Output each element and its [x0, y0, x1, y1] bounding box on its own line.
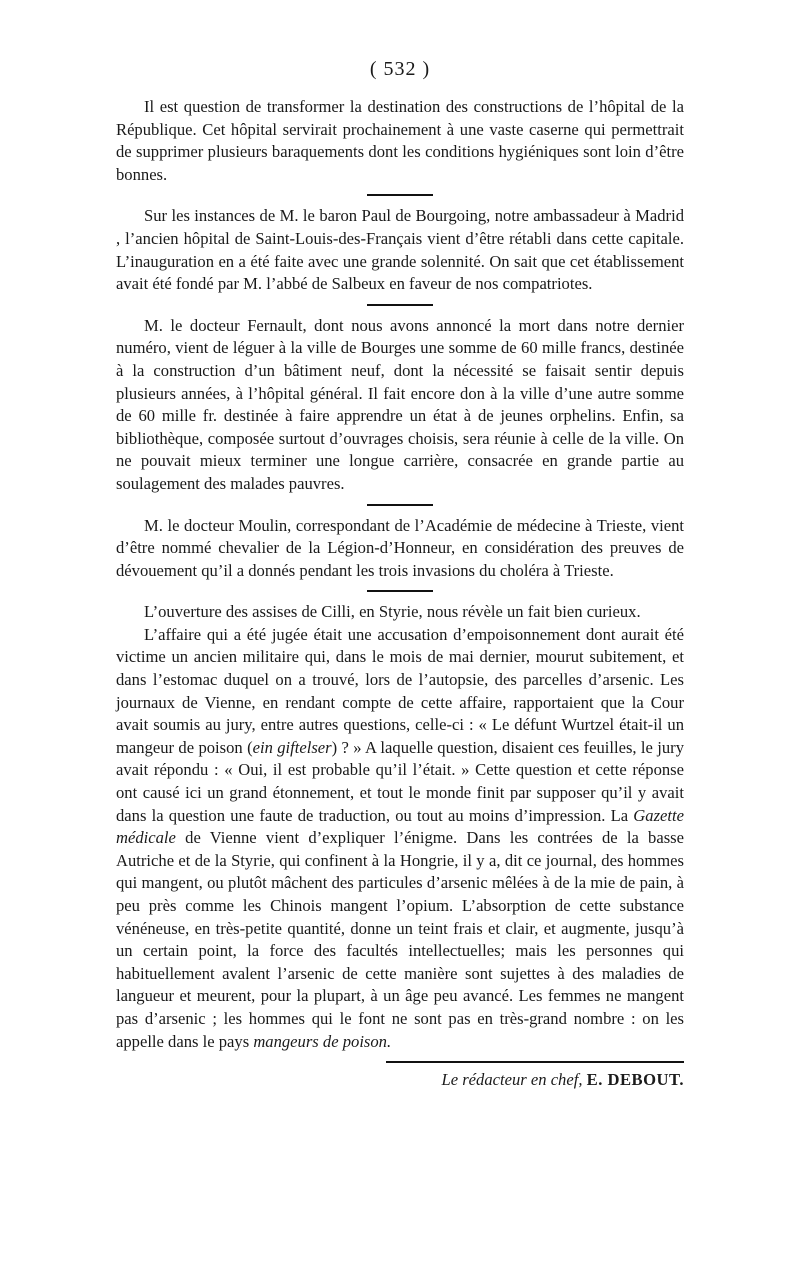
paragraph-arsenic-eaters — [116, 624, 684, 1053]
section-divider — [367, 194, 433, 196]
signature-role: Le rédacteur en chef, — [441, 1070, 583, 1090]
italic-term: ein giftelser — [252, 737, 332, 757]
text-run: L’affaire qui a été jugée était une accusation d’empoisonnement dont aurait été victime un ancien militaire qui, dans le mois de mai dernier, mourut subitement, et dans l’estomac duquel on a trouvé, lors de l’autopsie, des parcelles d’arsenic. Les journaux de Vienne, en rendant compte de cette affaire, rapportaient que la Cour avait soumis au jury, entre autres questions, celle-ci : « Le défunt Wurtzel était-il un mangeur de poison ( — [116, 624, 684, 757]
paragraph-madrid-hospital: Sur les instances de M. le baron Paul de Bourgoing, notre ambassadeur à Madrid , l’ancien hôpital de Saint-Louis-des-Français vient d’être rétabli dans cette capitale. L’inauguration en a été faite avec une grande solennité. On sait que cet établissement avait été fondé par M. l’abbé de Salbeux en faveur de nos compatriotes. — [116, 206, 684, 294]
paragraph-fernault-bequest: M. le docteur Fernault, dont nous avons annoncé la mort dans notre dernier numéro, vient de léguer à la ville de Bourges une somme de 60 mille francs, destinée à la construction d’un bâtiment neuf, dont la nécessité se faisait sentir depuis plusieurs années, à l’hôpital général. Il fait encore don à la ville d’une autre somme de 60 mille fr. destinée à faire apprendre un état à de jeunes orphelins. Enfin, sa bibliothèque, composée surtout d’ouvrages choisis, sera réunie à celle de la ville. On ne pouvait mieux terminer une longue carrière, consacrée en grande partie au soulagement des malades pauvres. — [116, 315, 684, 493]
italic-journal-title: Gazette médicale — [116, 805, 684, 848]
italic-term: mangeurs de poison. — [253, 1031, 392, 1051]
signature — [386, 1061, 684, 1092]
section-divider — [367, 304, 433, 306]
paragraph-hospital-republique: Il est question de transformer la destination des constructions de l’hôpital de la République. Cet hôpital servirait prochainement à une vaste caserne qui permettrait de supprimer plusieurs baraquements dont les conditions hygiéniques sont loin d’être bonnes. — [116, 97, 684, 184]
paragraph-cilli-assises: L’ouverture des assises de Cilli, en Styrie, nous révèle un fait bien curieux. — [144, 602, 641, 622]
text-run: ) ? » A laquelle question, disaient ces feuilles, le jury avait répondu : « Oui, il est probable qu’il l’était. » Cette question et cette réponse ont causé ici un grand étonnement, et tout le monde finit par supposer qu’il y avait dans la question une faute de traduction, ou tout au moins d’impression. La — [116, 737, 684, 825]
signature-name: E. DEBOUT. — [586, 1070, 684, 1090]
text-run: de Vienne vient d’expliquer l’énigme. Dans les contrées de la basse Autriche et de la Styrie, qui confinent à la Hongrie, il y a, dit ce journal, des hommes qui mangent, ou plutôt mâchent des particules d’arsenic mêlées à de la mie de pain, à peu près comme les Chinois mangent l’opium. L’absorption de cette substance vénéneuse, en très-petite quantité, donne un teint frais et clair, et augmente, jusqu’à un certain point, la force des facultés intellectuelles; mais les personnes qui habituellement avalent l’arsenic de cette manière sont sujettes à des maladies de langueur et meurent, pour la plupart, à un âge peu avancé. Les femmes ne mangent pas d’arsenic ; les hommes qui le font ne sont pas en très-grand nombre : on les appelle dans le pays — [116, 828, 684, 1051]
section-divider — [367, 504, 433, 506]
page-number: ( 532 ) — [369, 58, 431, 80]
paragraph-moulin-honneur: M. le docteur Moulin, correspondant de l’Académie de médecine à Trieste, vient d’être nommé chevalier de la Légion-d’Honneur, en considération des preuves de dévouement qu’il a donnés pendant les trois invasions du choléra à Trieste. — [116, 515, 684, 580]
section-divider — [367, 590, 433, 592]
article-column — [116, 96, 684, 1092]
